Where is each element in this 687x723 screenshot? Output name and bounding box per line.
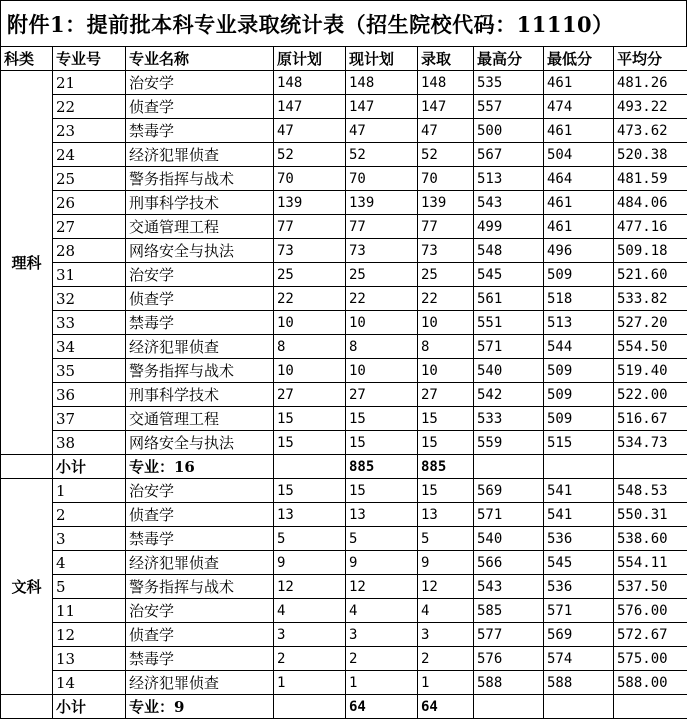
admitted-cell: 148 xyxy=(418,71,474,95)
original-plan-cell: 73 xyxy=(274,239,346,263)
avg-score-cell: 522.00 xyxy=(614,383,687,407)
admitted-cell: 4 xyxy=(418,599,474,623)
table-row xyxy=(1,143,687,167)
table-row xyxy=(1,671,687,695)
major-name-cell: 警务指挥与战术 xyxy=(126,167,274,191)
min-score-cell: 536 xyxy=(544,575,614,599)
major-code-cell: 38 xyxy=(53,431,126,455)
current-plan-cell: 52 xyxy=(346,143,418,167)
subtotal-label: 小计 xyxy=(53,695,126,719)
avg-score-cell: 575.00 xyxy=(614,647,687,671)
major-code-cell: 3 xyxy=(53,527,126,551)
original-plan-cell: 15 xyxy=(274,431,346,455)
max-score-cell: 567 xyxy=(474,143,544,167)
major-name-cell: 经济犯罪侦查 xyxy=(126,551,274,575)
header-row xyxy=(1,47,687,71)
min-score-cell: 461 xyxy=(544,215,614,239)
major-name-cell: 刑事科学技术 xyxy=(126,191,274,215)
avg-score-cell: 473.62 xyxy=(614,119,687,143)
min-score-cell: 588 xyxy=(544,671,614,695)
major-name-cell: 警务指挥与战术 xyxy=(126,575,274,599)
major-name-cell: 警务指挥与战术 xyxy=(126,359,274,383)
avg-score-cell: 519.40 xyxy=(614,359,687,383)
admitted-cell: 27 xyxy=(418,383,474,407)
original-plan-cell: 47 xyxy=(274,119,346,143)
major-code-cell: 1 xyxy=(53,479,126,503)
original-plan-cell: 8 xyxy=(274,335,346,359)
max-score-cell: 545 xyxy=(474,263,544,287)
table-row xyxy=(1,503,687,527)
max-score-cell: 542 xyxy=(474,383,544,407)
major-name-cell: 侦查学 xyxy=(126,287,274,311)
avg-score-cell: 520.38 xyxy=(614,143,687,167)
empty-cell xyxy=(474,695,544,719)
min-score-cell: 464 xyxy=(544,167,614,191)
current-plan-cell: 27 xyxy=(346,383,418,407)
avg-score-cell: 516.67 xyxy=(614,407,687,431)
table-row xyxy=(1,431,687,455)
min-score-cell: 541 xyxy=(544,479,614,503)
table-row xyxy=(1,263,687,287)
admitted-cell: 139 xyxy=(418,191,474,215)
original-plan-cell: 147 xyxy=(274,95,346,119)
avg-score-cell: 527.20 xyxy=(614,311,687,335)
subtotal-admitted: 885 xyxy=(418,455,474,479)
original-plan-cell: 139 xyxy=(274,191,346,215)
current-plan-cell: 148 xyxy=(346,71,418,95)
current-plan-cell: 9 xyxy=(346,551,418,575)
min-score-cell: 474 xyxy=(544,95,614,119)
current-plan-cell: 1 xyxy=(346,671,418,695)
major-name-cell: 网络安全与执法 xyxy=(126,239,274,263)
current-plan-cell: 15 xyxy=(346,431,418,455)
admitted-cell: 10 xyxy=(418,359,474,383)
original-plan-cell: 25 xyxy=(274,263,346,287)
original-plan-cell: 148 xyxy=(274,71,346,95)
admitted-cell: 3 xyxy=(418,623,474,647)
admitted-cell: 77 xyxy=(418,215,474,239)
category-cell: 理科 xyxy=(1,71,53,455)
subtotal-label: 小计 xyxy=(53,455,126,479)
major-name-cell: 侦查学 xyxy=(126,623,274,647)
major-code-cell: 12 xyxy=(53,623,126,647)
major-name-cell: 交通管理工程 xyxy=(126,215,274,239)
empty-cell xyxy=(1,455,53,479)
table-row xyxy=(1,239,687,263)
major-code-cell: 27 xyxy=(53,215,126,239)
admitted-cell: 2 xyxy=(418,647,474,671)
major-name-cell: 交通管理工程 xyxy=(126,407,274,431)
major-code-cell: 22 xyxy=(53,95,126,119)
admission-table xyxy=(0,46,687,719)
admitted-cell: 25 xyxy=(418,263,474,287)
current-plan-cell: 77 xyxy=(346,215,418,239)
avg-score-cell: 493.22 xyxy=(614,95,687,119)
major-code-cell: 13 xyxy=(53,647,126,671)
table-row xyxy=(1,527,687,551)
original-plan-cell: 52 xyxy=(274,143,346,167)
max-score-cell: 500 xyxy=(474,119,544,143)
empty-cell xyxy=(544,455,614,479)
avg-score-cell: 538.60 xyxy=(614,527,687,551)
major-code-cell: 5 xyxy=(53,575,126,599)
major-name-cell: 经济犯罪侦查 xyxy=(126,671,274,695)
current-plan-cell: 12 xyxy=(346,575,418,599)
max-score-cell: 513 xyxy=(474,167,544,191)
current-plan-cell: 139 xyxy=(346,191,418,215)
major-code-cell: 25 xyxy=(53,167,126,191)
min-score-cell: 569 xyxy=(544,623,614,647)
original-plan-cell: 2 xyxy=(274,647,346,671)
current-plan-cell: 25 xyxy=(346,263,418,287)
major-name-cell: 侦查学 xyxy=(126,95,274,119)
header-original-plan: 原计划 xyxy=(274,47,346,71)
max-score-cell: 569 xyxy=(474,479,544,503)
major-code-cell: 23 xyxy=(53,119,126,143)
table-row xyxy=(1,191,687,215)
max-score-cell: 543 xyxy=(474,191,544,215)
document-title: 附件1：提前批本科专业录取统计表（招生院校代码：11110） xyxy=(0,0,687,46)
min-score-cell: 571 xyxy=(544,599,614,623)
table-row xyxy=(1,311,687,335)
admitted-cell: 5 xyxy=(418,527,474,551)
major-name-cell: 禁毒学 xyxy=(126,527,274,551)
max-score-cell: 571 xyxy=(474,335,544,359)
major-code-cell: 36 xyxy=(53,383,126,407)
admitted-cell: 47 xyxy=(418,119,474,143)
min-score-cell: 518 xyxy=(544,287,614,311)
admitted-cell: 9 xyxy=(418,551,474,575)
current-plan-cell: 2 xyxy=(346,647,418,671)
admitted-cell: 22 xyxy=(418,287,474,311)
header-min-score: 最低分 xyxy=(544,47,614,71)
current-plan-cell: 3 xyxy=(346,623,418,647)
subtotal-current-plan: 64 xyxy=(346,695,418,719)
current-plan-cell: 5 xyxy=(346,527,418,551)
current-plan-cell: 10 xyxy=(346,311,418,335)
avg-score-cell: 484.06 xyxy=(614,191,687,215)
max-score-cell: 577 xyxy=(474,623,544,647)
header-avg-score: 平均分 xyxy=(614,47,687,71)
original-plan-cell: 15 xyxy=(274,479,346,503)
table-row xyxy=(1,71,687,95)
admitted-cell: 15 xyxy=(418,479,474,503)
admitted-cell: 13 xyxy=(418,503,474,527)
major-code-cell: 33 xyxy=(53,311,126,335)
header-admitted: 录取 xyxy=(418,47,474,71)
original-plan-cell: 10 xyxy=(274,311,346,335)
empty-cell xyxy=(1,695,53,719)
avg-score-cell: 481.26 xyxy=(614,71,687,95)
admitted-cell: 52 xyxy=(418,143,474,167)
category-cell: 文科 xyxy=(1,479,53,695)
original-plan-cell: 9 xyxy=(274,551,346,575)
subtotal-row xyxy=(1,695,687,719)
max-score-cell: 548 xyxy=(474,239,544,263)
min-score-cell: 536 xyxy=(544,527,614,551)
original-plan-cell: 13 xyxy=(274,503,346,527)
table-row xyxy=(1,599,687,623)
major-name-cell: 治安学 xyxy=(126,263,274,287)
major-name-cell: 网络安全与执法 xyxy=(126,431,274,455)
table-row xyxy=(1,647,687,671)
avg-score-cell: 534.73 xyxy=(614,431,687,455)
max-score-cell: 540 xyxy=(474,527,544,551)
admitted-cell: 12 xyxy=(418,575,474,599)
max-score-cell: 576 xyxy=(474,647,544,671)
table-row xyxy=(1,551,687,575)
table-row xyxy=(1,95,687,119)
major-code-cell: 2 xyxy=(53,503,126,527)
avg-score-cell: 554.11 xyxy=(614,551,687,575)
major-name-cell: 禁毒学 xyxy=(126,311,274,335)
admitted-cell: 8 xyxy=(418,335,474,359)
original-plan-cell: 77 xyxy=(274,215,346,239)
table-row xyxy=(1,383,687,407)
empty-cell xyxy=(614,455,687,479)
current-plan-cell: 70 xyxy=(346,167,418,191)
max-score-cell: 551 xyxy=(474,311,544,335)
current-plan-cell: 15 xyxy=(346,407,418,431)
avg-score-cell: 509.18 xyxy=(614,239,687,263)
min-score-cell: 509 xyxy=(544,383,614,407)
original-plan-cell: 12 xyxy=(274,575,346,599)
avg-score-cell: 521.60 xyxy=(614,263,687,287)
table-row xyxy=(1,359,687,383)
header-max-score: 最高分 xyxy=(474,47,544,71)
min-score-cell: 461 xyxy=(544,119,614,143)
min-score-cell: 504 xyxy=(544,143,614,167)
original-plan-cell: 15 xyxy=(274,407,346,431)
min-score-cell: 496 xyxy=(544,239,614,263)
empty-cell xyxy=(474,455,544,479)
avg-score-cell: 537.50 xyxy=(614,575,687,599)
header-current-plan: 现计划 xyxy=(346,47,418,71)
min-score-cell: 509 xyxy=(544,263,614,287)
header-category: 科类 xyxy=(1,47,53,71)
avg-score-cell: 554.50 xyxy=(614,335,687,359)
major-name-cell: 治安学 xyxy=(126,599,274,623)
major-code-cell: 28 xyxy=(53,239,126,263)
empty-cell xyxy=(544,695,614,719)
original-plan-cell: 70 xyxy=(274,167,346,191)
original-plan-cell: 22 xyxy=(274,287,346,311)
max-score-cell: 585 xyxy=(474,599,544,623)
subtotal-current-plan: 885 xyxy=(346,455,418,479)
max-score-cell: 588 xyxy=(474,671,544,695)
min-score-cell: 545 xyxy=(544,551,614,575)
avg-score-cell: 533.82 xyxy=(614,287,687,311)
max-score-cell: 499 xyxy=(474,215,544,239)
avg-score-cell: 481.59 xyxy=(614,167,687,191)
original-plan-cell: 3 xyxy=(274,623,346,647)
major-name-cell: 经济犯罪侦查 xyxy=(126,335,274,359)
table-row xyxy=(1,287,687,311)
current-plan-cell: 4 xyxy=(346,599,418,623)
header-major-name: 专业名称 xyxy=(126,47,274,71)
max-score-cell: 561 xyxy=(474,287,544,311)
min-score-cell: 461 xyxy=(544,191,614,215)
empty-cell xyxy=(274,695,346,719)
current-plan-cell: 13 xyxy=(346,503,418,527)
major-code-cell: 34 xyxy=(53,335,126,359)
empty-cell xyxy=(614,695,687,719)
min-score-cell: 509 xyxy=(544,407,614,431)
table-row xyxy=(1,215,687,239)
major-code-cell: 24 xyxy=(53,143,126,167)
major-name-cell: 治安学 xyxy=(126,479,274,503)
avg-score-cell: 588.00 xyxy=(614,671,687,695)
major-name-cell: 侦查学 xyxy=(126,503,274,527)
current-plan-cell: 15 xyxy=(346,479,418,503)
table-row xyxy=(1,335,687,359)
subtotal-admitted: 64 xyxy=(418,695,474,719)
max-score-cell: 571 xyxy=(474,503,544,527)
subtotal-majors: 专业：16 xyxy=(126,455,274,479)
major-code-cell: 11 xyxy=(53,599,126,623)
major-name-cell: 治安学 xyxy=(126,71,274,95)
max-score-cell: 557 xyxy=(474,95,544,119)
max-score-cell: 533 xyxy=(474,407,544,431)
header-major-code: 专业号 xyxy=(53,47,126,71)
min-score-cell: 544 xyxy=(544,335,614,359)
table-row xyxy=(1,119,687,143)
admitted-cell: 15 xyxy=(418,407,474,431)
original-plan-cell: 10 xyxy=(274,359,346,383)
major-name-cell: 禁毒学 xyxy=(126,647,274,671)
min-score-cell: 541 xyxy=(544,503,614,527)
avg-score-cell: 576.00 xyxy=(614,599,687,623)
empty-cell xyxy=(274,455,346,479)
admitted-cell: 70 xyxy=(418,167,474,191)
major-name-cell: 刑事科学技术 xyxy=(126,383,274,407)
min-score-cell: 461 xyxy=(544,71,614,95)
max-score-cell: 559 xyxy=(474,431,544,455)
table-row xyxy=(1,575,687,599)
admitted-cell: 15 xyxy=(418,431,474,455)
major-code-cell: 35 xyxy=(53,359,126,383)
subtotal-row xyxy=(1,455,687,479)
table-row xyxy=(1,407,687,431)
original-plan-cell: 4 xyxy=(274,599,346,623)
major-code-cell: 21 xyxy=(53,71,126,95)
admitted-cell: 147 xyxy=(418,95,474,119)
max-score-cell: 540 xyxy=(474,359,544,383)
table-row xyxy=(1,479,687,503)
major-code-cell: 4 xyxy=(53,551,126,575)
current-plan-cell: 10 xyxy=(346,359,418,383)
current-plan-cell: 47 xyxy=(346,119,418,143)
major-code-cell: 26 xyxy=(53,191,126,215)
avg-score-cell: 477.16 xyxy=(614,215,687,239)
major-code-cell: 37 xyxy=(53,407,126,431)
avg-score-cell: 572.67 xyxy=(614,623,687,647)
avg-score-cell: 550.31 xyxy=(614,503,687,527)
max-score-cell: 543 xyxy=(474,575,544,599)
original-plan-cell: 27 xyxy=(274,383,346,407)
min-score-cell: 509 xyxy=(544,359,614,383)
table-row xyxy=(1,623,687,647)
current-plan-cell: 147 xyxy=(346,95,418,119)
major-name-cell: 禁毒学 xyxy=(126,119,274,143)
max-score-cell: 535 xyxy=(474,71,544,95)
avg-score-cell: 548.53 xyxy=(614,479,687,503)
current-plan-cell: 8 xyxy=(346,335,418,359)
min-score-cell: 515 xyxy=(544,431,614,455)
major-code-cell: 32 xyxy=(53,287,126,311)
min-score-cell: 574 xyxy=(544,647,614,671)
admitted-cell: 73 xyxy=(418,239,474,263)
major-code-cell: 31 xyxy=(53,263,126,287)
table-row xyxy=(1,167,687,191)
min-score-cell: 513 xyxy=(544,311,614,335)
original-plan-cell: 5 xyxy=(274,527,346,551)
major-code-cell: 14 xyxy=(53,671,126,695)
table-body xyxy=(1,71,687,719)
subtotal-majors: 专业：9 xyxy=(126,695,274,719)
max-score-cell: 566 xyxy=(474,551,544,575)
current-plan-cell: 73 xyxy=(346,239,418,263)
major-name-cell: 经济犯罪侦查 xyxy=(126,143,274,167)
original-plan-cell: 1 xyxy=(274,671,346,695)
admitted-cell: 1 xyxy=(418,671,474,695)
admitted-cell: 10 xyxy=(418,311,474,335)
current-plan-cell: 22 xyxy=(346,287,418,311)
